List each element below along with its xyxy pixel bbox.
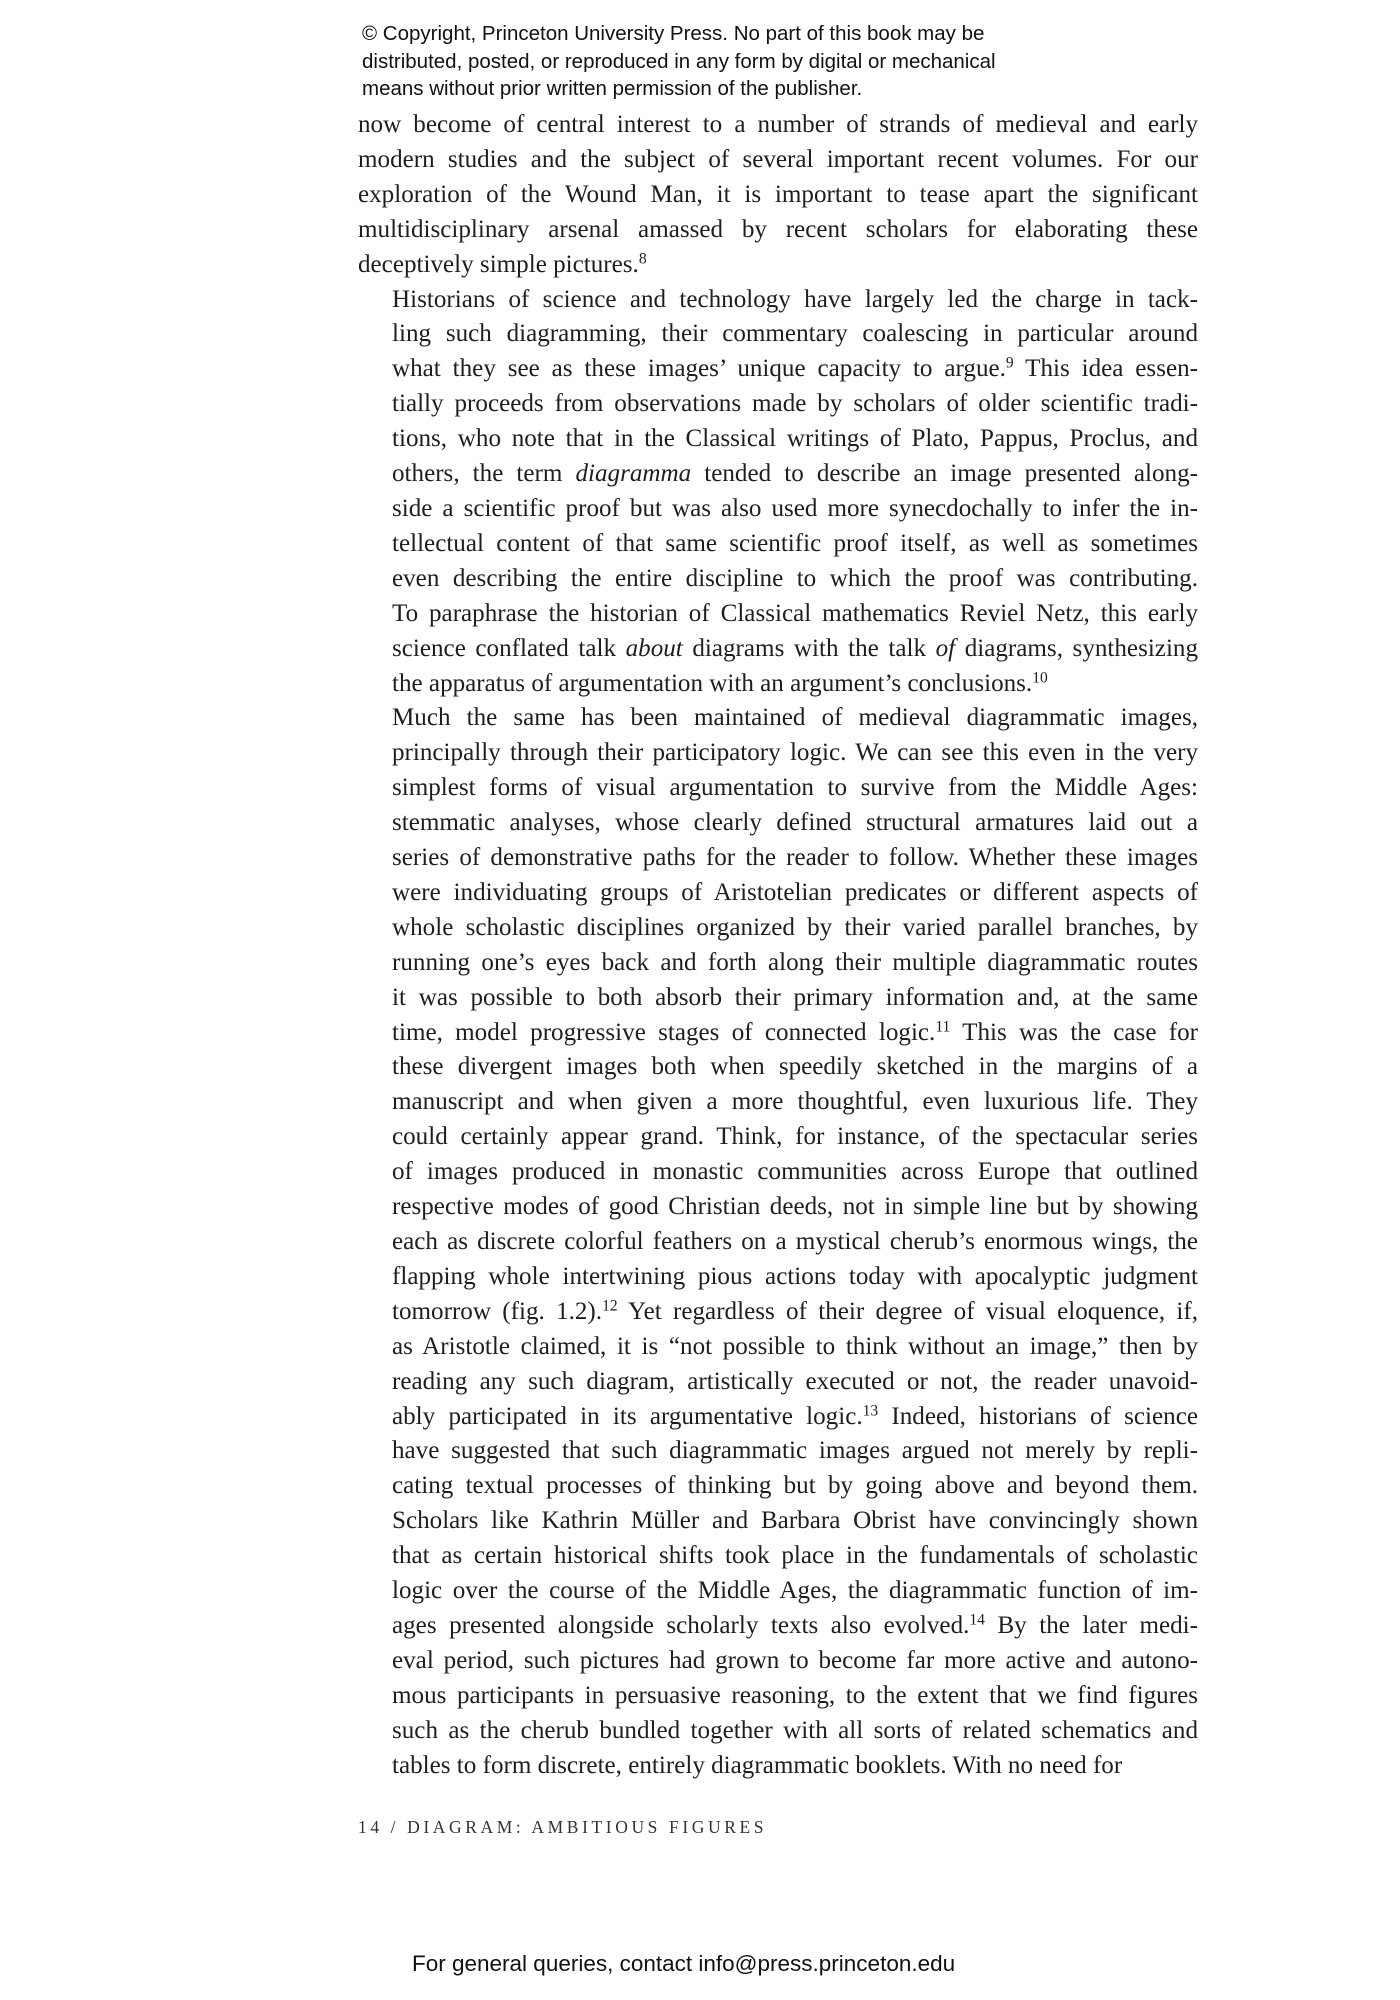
text-line	[358, 1609, 1198, 1644]
text-run: that as certain historical shifts took place in the fundamentals of scholastic	[392, 1542, 1198, 1570]
text-run: tended to describe an image presented along-	[691, 460, 1198, 488]
text-line	[358, 387, 1198, 422]
text-run: simplest forms of visual argumentation to survive from the Middle Ages:	[392, 774, 1198, 802]
text-run: cating textual processes of thinking but by going above and beyond them.	[392, 1472, 1198, 1500]
text-line	[358, 876, 1198, 911]
text-run: side a scientific proof but was also used more synecdochally to infer the in-	[392, 494, 1198, 522]
text-line	[358, 1050, 1198, 1085]
text-run: these divergent images both when speedily sketched in the margins of a	[392, 1053, 1198, 1081]
text-run: deceptively simple pictures.	[358, 250, 639, 278]
copyright-line: distributed, posted, or reproduced in any form by digital or mechanical	[362, 49, 996, 73]
text-line	[358, 248, 1198, 283]
italic-term: about	[625, 634, 683, 662]
text-line	[358, 1400, 1198, 1435]
text-line	[358, 841, 1198, 876]
text-run: eval period, such pictures had grown to become far more active and autono-	[392, 1646, 1198, 1674]
text-run: of images produced in monastic communities across Europe that outlined	[392, 1158, 1198, 1186]
contact-footer: For general queries, contact info@press.princeton.edu	[412, 1951, 956, 1976]
text-run: This was the case for	[950, 1018, 1198, 1046]
text-line	[358, 946, 1198, 981]
text-run: Indeed, historians of science	[878, 1402, 1198, 1430]
text-line	[358, 1749, 1198, 1784]
text-line	[358, 1714, 1198, 1749]
text-run: each as discrete colorful feathers on a mystical cherub’s enormous wings, the	[392, 1228, 1198, 1255]
text-run: Yet regardless of their degree of visual eloquence, if,	[617, 1297, 1199, 1325]
text-run: modern studies and the subject of several important recent volumes. For our	[358, 145, 1198, 173]
copyright-line: © Copyright, Princeton University Press. No part of this book may be	[362, 22, 985, 45]
footnote-marker: 12	[602, 1297, 618, 1315]
text-line	[358, 352, 1198, 387]
text-line	[358, 1085, 1198, 1120]
copyright-line: means without prior written permission of the publisher.	[362, 77, 863, 100]
text-line	[358, 771, 1198, 806]
footnote-marker: 9	[1005, 354, 1014, 372]
text-run: the apparatus of argumentation with an argument’s conclusions.	[392, 669, 1033, 697]
text-run: tellectual content of that same scientific proof itself, as well as sometimes	[392, 529, 1198, 557]
text-run: tables to form discrete, entirely diagrammatic booklets. With no need for	[392, 1751, 1123, 1779]
text-run: as Aristotle claimed, it is “not possible to think without an image,” then by	[392, 1332, 1198, 1360]
text-run: To paraphrase the historian of Classical mathematics Reviel Netz, this early	[392, 599, 1198, 627]
text-run: series of demonstrative paths for the reader to follow. Whether these images	[392, 844, 1198, 872]
text-line	[358, 632, 1198, 667]
text-line	[358, 1016, 1198, 1051]
text-line	[358, 143, 1198, 178]
text-line	[358, 1539, 1198, 1574]
text-line	[358, 981, 1198, 1016]
text-run: have suggested that such diagrammatic images argued not merely by repli-	[392, 1437, 1198, 1465]
body-text	[358, 108, 1198, 1784]
text-run: ages presented alongside scholarly texts also evolved.	[392, 1611, 970, 1639]
text-line	[358, 457, 1198, 492]
text-run: diagrams with the talk	[682, 634, 936, 662]
text-line	[358, 527, 1198, 562]
footnote-marker: 14	[969, 1611, 985, 1629]
text-run: Scholars like Kathrin Müller and Barbara Obrist have convincingly shown	[392, 1507, 1198, 1535]
text-run: multidisciplinary arsenal amassed by recent scholars for elaborating these	[358, 215, 1198, 243]
text-line	[358, 1120, 1198, 1155]
text-line	[358, 283, 1198, 318]
text-run: tially proceeds from observations made by scholars of older scientific tradi-	[392, 390, 1198, 418]
text-run: Historians of science and technology have largely led the charge in tack-	[392, 285, 1198, 313]
italic-term: of	[935, 634, 956, 662]
text-run: exploration of the Wound Man, it is important to tease apart the significant	[358, 180, 1198, 208]
text-line	[358, 1260, 1198, 1295]
text-run: others, the term	[392, 460, 576, 488]
text-line	[358, 1574, 1198, 1609]
text-run: now become of central interest to a number of strands of medieval and early	[358, 111, 1198, 138]
text-line	[358, 1295, 1198, 1330]
text-run: whole scholastic disciplines organized by their varied parallel branches, by	[392, 913, 1198, 941]
text-run: stemmatic analyses, whose clearly defined structural armatures laid out a	[392, 809, 1198, 837]
text-line	[358, 1155, 1198, 1190]
text-run: This idea essen-	[1013, 355, 1198, 383]
footnote-marker: 13	[862, 1401, 879, 1419]
text-run: mous participants in persuasive reasoning, to the extent that we find figures	[392, 1681, 1198, 1709]
text-line	[358, 806, 1198, 841]
footnote-marker: 10	[1032, 668, 1048, 686]
text-run: such as the cherub bundled together with all sorts of related schematics and	[392, 1716, 1198, 1744]
copyright-notice	[362, 20, 1082, 103]
text-line	[358, 1190, 1198, 1225]
text-line	[358, 1225, 1198, 1260]
text-run: running one’s eyes back and forth along their multiple diagrammatic routes	[392, 948, 1198, 976]
text-run: it was possible to both absorb their primary information and, at the same	[392, 983, 1198, 1011]
body-paragraph	[358, 108, 1198, 283]
text-line	[358, 1365, 1198, 1400]
text-run: time, model progressive stages of connected logic.	[392, 1018, 936, 1046]
text-line	[358, 597, 1198, 632]
text-run: logic over the course of the Middle Ages, the diagrammatic function of im-	[392, 1577, 1198, 1605]
body-paragraph	[358, 283, 1198, 702]
footnote-marker: 11	[935, 1018, 951, 1036]
italic-term: diagramma	[575, 460, 692, 488]
text-run: respective modes of good Christian deeds, not in simple line but by showing	[392, 1193, 1198, 1221]
text-run: were individuating groups of Aristotelian predicates or different aspects of	[392, 878, 1198, 906]
text-line	[358, 911, 1198, 946]
text-line	[358, 1679, 1198, 1714]
text-line	[358, 736, 1198, 771]
text-line	[358, 492, 1198, 527]
text-line	[358, 1644, 1198, 1679]
text-line	[358, 1330, 1198, 1365]
text-line	[358, 1469, 1198, 1504]
text-run: ling such diagramming, their commentary coalescing in particular around	[392, 320, 1198, 348]
footnote-marker: 8	[638, 250, 647, 268]
text-line	[358, 108, 1198, 143]
text-line	[358, 178, 1198, 213]
text-run: manuscript and when given a more thoughtful, even luxurious life. They	[392, 1088, 1198, 1116]
text-run: By the later medi-	[984, 1611, 1198, 1639]
text-run: science conflated talk	[392, 634, 626, 662]
text-run: reading any such diagram, artistically executed or not, the reader unavoid-	[392, 1367, 1198, 1395]
text-line	[358, 1434, 1198, 1469]
text-line	[358, 422, 1198, 457]
text-run: tomorrow (fig. 1.2).	[392, 1297, 603, 1325]
text-run: could certainly appear grand. Think, for instance, of the spectacular series	[392, 1123, 1198, 1151]
text-line	[358, 213, 1198, 248]
body-paragraph	[358, 701, 1198, 1783]
text-run: diagrams, synthesizing	[955, 634, 1199, 662]
text-run: ably participated in its argumentative logic.	[392, 1402, 863, 1430]
text-line	[358, 667, 1198, 702]
text-run: what they see as these images’ unique capacity to argue.	[392, 355, 1006, 383]
running-footer-folio: 14 / DIAGRAM: AMBITIOUS FIGURES	[358, 1817, 768, 1837]
text-run: flapping whole intertwining pious actions today with apocalyptic judgment	[392, 1262, 1198, 1290]
text-line	[358, 562, 1198, 597]
text-run: even describing the entire discipline to which the proof was contributing.	[392, 564, 1198, 592]
text-run: Much the same has been maintained of medieval diagrammatic images,	[392, 704, 1198, 732]
text-run: tions, who note that in the Classical writings of Plato, Pappus, Proclus, and	[392, 425, 1198, 453]
text-line	[358, 701, 1198, 736]
text-run: principally through their participatory logic. We can see this even in the very	[392, 739, 1198, 767]
text-line	[358, 317, 1198, 352]
text-line	[358, 1504, 1198, 1539]
